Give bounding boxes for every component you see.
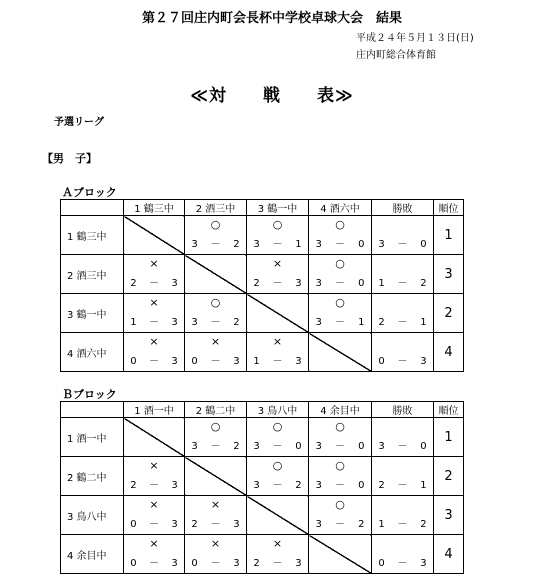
record-cell	[372, 255, 434, 294]
block-a-title: Ａブロック	[62, 186, 117, 199]
gender-label: 【男 子】	[42, 152, 97, 165]
result-mark: ×	[272, 257, 283, 270]
match-cell	[247, 457, 309, 496]
record-cell	[372, 418, 434, 457]
match-cell	[185, 294, 247, 333]
column-header: 3 鳥八中	[247, 402, 309, 418]
score-left: 3	[253, 441, 260, 452]
score-right: 0	[358, 480, 365, 491]
self-match-cell	[247, 496, 309, 535]
match-cell	[185, 216, 247, 255]
team-name: 1 酒一中	[61, 418, 124, 457]
score-dash: －	[210, 441, 221, 452]
team-name: 3 鳥八中	[61, 496, 124, 535]
result-mark: ○	[272, 420, 283, 433]
match-score	[247, 239, 308, 251]
match-cell	[124, 294, 185, 333]
match-score	[372, 356, 433, 368]
score-left: 0	[378, 558, 385, 569]
score-right: 2	[420, 519, 427, 530]
match-score	[309, 239, 371, 251]
column-header: 3 鶴一中	[247, 200, 309, 216]
result-mark: ×	[272, 537, 283, 550]
match-score	[185, 519, 246, 531]
score-left: 3	[253, 239, 260, 250]
match-score	[185, 441, 246, 453]
match-score	[309, 441, 371, 453]
score-left: 3	[315, 317, 322, 328]
result-mark: ○	[335, 218, 345, 231]
score-dash: －	[334, 239, 345, 250]
self-match-cell	[124, 216, 185, 255]
corner-cell	[61, 200, 124, 216]
header-row	[61, 200, 464, 216]
match-score	[309, 480, 371, 492]
column-header: 勝敗	[372, 200, 434, 216]
record-cell	[372, 457, 434, 496]
result-mark: ×	[149, 537, 159, 550]
score-left: 3	[315, 480, 322, 491]
self-match-cell	[185, 457, 247, 496]
score-dash: －	[272, 239, 283, 250]
match-cell	[185, 496, 247, 535]
table-row	[61, 333, 464, 372]
result-mark: ×	[149, 459, 159, 472]
match-score	[185, 558, 246, 570]
table-row	[61, 535, 464, 574]
score-dash: －	[397, 317, 408, 328]
score-left: 0	[130, 519, 137, 530]
match-cell	[309, 294, 372, 333]
score-left: 3	[315, 441, 322, 452]
match-score	[372, 278, 433, 290]
match-score	[124, 356, 184, 368]
score-right: 0	[358, 239, 365, 250]
match-score	[124, 278, 184, 290]
score-dash: －	[334, 278, 345, 289]
score-left: 1	[130, 317, 137, 328]
score-right: 3	[420, 356, 427, 367]
team-name: 2 鶴二中	[61, 457, 124, 496]
result-mark: ×	[210, 537, 221, 550]
result-mark: ○	[210, 296, 221, 309]
score-right: 3	[171, 480, 178, 491]
match-cell	[247, 255, 309, 294]
match-score	[185, 317, 246, 329]
score-left: 2	[130, 480, 137, 491]
result-mark: ×	[149, 296, 159, 309]
column-header: 4 酒六中	[309, 200, 372, 216]
score-left: 0	[191, 558, 198, 569]
score-left: 2	[253, 278, 260, 289]
score-right: 3	[171, 558, 178, 569]
match-score	[372, 519, 433, 531]
score-dash: －	[397, 558, 408, 569]
rank-cell: 3	[434, 255, 464, 294]
column-header: 1 酒一中	[124, 402, 185, 418]
score-dash: －	[148, 278, 159, 289]
match-score	[372, 441, 433, 453]
score-dash: －	[397, 356, 408, 367]
match-score	[185, 356, 246, 368]
score-dash: －	[397, 519, 408, 530]
match-score	[372, 558, 433, 570]
rank-cell: 1	[434, 418, 464, 457]
result-mark: ×	[149, 335, 159, 348]
result-mark: ○	[335, 296, 345, 309]
rank-cell: 4	[434, 535, 464, 574]
table-row	[61, 255, 464, 294]
score-dash: －	[334, 480, 345, 491]
score-dash: －	[148, 519, 159, 530]
match-score	[124, 317, 184, 329]
score-dash: －	[210, 519, 221, 530]
score-right: 2	[233, 441, 240, 452]
score-right: 1	[358, 317, 365, 328]
score-dash: －	[148, 480, 159, 491]
score-dash: －	[210, 317, 221, 328]
match-cell	[124, 255, 185, 294]
column-header: 4 余目中	[309, 402, 372, 418]
score-left: 2	[378, 480, 385, 491]
block-b-title: Ｂブロック	[62, 388, 117, 401]
match-table-heading: ≪対 戦 表≫	[190, 86, 354, 106]
score-right: 3	[295, 356, 302, 367]
column-header: 2 酒三中	[185, 200, 247, 216]
score-dash: －	[334, 519, 345, 530]
table-row	[61, 294, 464, 333]
score-dash: －	[397, 239, 408, 250]
score-left: 1	[378, 519, 385, 530]
self-match-cell	[185, 255, 247, 294]
match-cell	[185, 535, 247, 574]
match-cell	[247, 535, 309, 574]
record-cell	[372, 216, 434, 255]
header-row	[61, 402, 464, 418]
score-dash: －	[272, 441, 283, 452]
match-cell	[124, 457, 185, 496]
table-row	[61, 418, 464, 457]
score-left: 3	[191, 239, 198, 250]
match-cell	[124, 333, 185, 372]
match-cell	[124, 496, 185, 535]
score-right: 2	[233, 239, 240, 250]
column-header: 1 鶴三中	[124, 200, 185, 216]
score-dash: －	[148, 317, 159, 328]
column-header: 順位	[434, 402, 464, 418]
match-score	[124, 480, 184, 492]
record-cell	[372, 294, 434, 333]
match-score	[247, 558, 308, 570]
self-match-cell	[124, 418, 185, 457]
score-right: 1	[420, 317, 427, 328]
score-dash: －	[334, 441, 345, 452]
score-left: 0	[130, 558, 137, 569]
score-left: 1	[378, 278, 385, 289]
score-right: 0	[295, 441, 302, 452]
team-name: 4 酒六中	[61, 333, 124, 372]
result-mark: ○	[335, 420, 345, 433]
score-right: 3	[233, 356, 240, 367]
match-score	[185, 239, 246, 251]
result-mark: ○	[335, 459, 345, 472]
score-dash: －	[210, 558, 221, 569]
self-match-cell	[309, 535, 372, 574]
score-dash: －	[397, 480, 408, 491]
match-cell	[309, 457, 372, 496]
score-right: 0	[358, 278, 365, 289]
result-mark: ○	[335, 257, 345, 270]
rank-cell: 4	[434, 333, 464, 372]
score-left: 3	[378, 239, 385, 250]
self-match-cell	[309, 333, 372, 372]
score-left: 2	[253, 558, 260, 569]
score-right: 3	[295, 278, 302, 289]
score-dash: －	[272, 356, 283, 367]
team-name: 4 余目中	[61, 535, 124, 574]
score-left: 3	[253, 480, 260, 491]
rank-cell: 2	[434, 294, 464, 333]
score-dash: －	[272, 558, 283, 569]
score-right: 0	[420, 441, 427, 452]
result-mark: ×	[149, 257, 159, 270]
score-right: 3	[420, 558, 427, 569]
score-right: 1	[295, 239, 302, 250]
self-match-cell	[247, 294, 309, 333]
match-score	[309, 317, 371, 329]
match-cell	[309, 255, 372, 294]
match-score	[372, 239, 433, 251]
league-label: 予選リーグ	[54, 117, 104, 128]
score-right: 2	[358, 519, 365, 530]
score-dash: －	[148, 558, 159, 569]
score-right: 3	[233, 558, 240, 569]
score-right: 3	[295, 558, 302, 569]
match-score	[309, 519, 371, 531]
rank-cell: 3	[434, 496, 464, 535]
score-left: 2	[130, 278, 137, 289]
score-left: 3	[191, 317, 198, 328]
score-right: 3	[171, 356, 178, 367]
score-left: 3	[191, 441, 198, 452]
block-b-table	[60, 401, 464, 574]
score-right: 3	[171, 519, 178, 530]
score-right: 1	[420, 480, 427, 491]
score-left: 0	[191, 356, 198, 367]
match-cell	[247, 216, 309, 255]
match-cell	[247, 418, 309, 457]
result-mark: ○	[272, 218, 283, 231]
match-cell	[185, 333, 247, 372]
result-mark: ○	[210, 420, 221, 433]
match-score	[247, 441, 308, 453]
score-left: 3	[315, 278, 322, 289]
record-cell	[372, 333, 434, 372]
match-cell	[247, 333, 309, 372]
column-header: 2 鶴二中	[185, 402, 247, 418]
match-score	[247, 278, 308, 290]
column-header: 勝敗	[372, 402, 434, 418]
rank-cell: 1	[434, 216, 464, 255]
table-row	[61, 216, 464, 255]
match-score	[247, 480, 308, 492]
match-cell	[185, 418, 247, 457]
score-dash: －	[210, 356, 221, 367]
score-right: 3	[233, 519, 240, 530]
score-dash: －	[397, 278, 408, 289]
score-left: 3	[378, 441, 385, 452]
match-cell	[309, 496, 372, 535]
match-score	[247, 356, 308, 368]
result-mark: ×	[272, 335, 283, 348]
score-left: 2	[191, 519, 198, 530]
match-score	[124, 519, 184, 531]
match-score	[124, 558, 184, 570]
corner-cell	[61, 402, 124, 418]
team-name: 2 酒三中	[61, 255, 124, 294]
score-right: 3	[171, 278, 178, 289]
score-dash: －	[272, 480, 283, 491]
match-cell	[309, 216, 372, 255]
document-title: 第２７回庄内町会長杯中学校卓球大会 結果	[141, 11, 402, 26]
result-mark: ×	[210, 335, 221, 348]
event-date: 平成２４年５月１３日(日)	[356, 33, 474, 44]
score-left: 3	[315, 239, 322, 250]
score-right: 0	[358, 441, 365, 452]
score-right: 2	[420, 278, 427, 289]
result-mark: ○	[335, 498, 345, 511]
match-score	[309, 278, 371, 290]
score-dash: －	[334, 317, 345, 328]
record-cell	[372, 535, 434, 574]
column-header: 順位	[434, 200, 464, 216]
score-right: 3	[171, 317, 178, 328]
team-name: 1 鶴三中	[61, 216, 124, 255]
result-mark: ×	[210, 498, 221, 511]
record-cell	[372, 496, 434, 535]
team-name: 3 鶴一中	[61, 294, 124, 333]
match-cell	[124, 535, 185, 574]
match-score	[372, 317, 433, 329]
table-row	[61, 457, 464, 496]
result-mark: ○	[272, 459, 283, 472]
score-dash: －	[272, 278, 283, 289]
table-row	[61, 496, 464, 535]
score-dash: －	[397, 441, 408, 452]
score-left: 3	[315, 519, 322, 530]
score-left: 1	[253, 356, 260, 367]
score-right: 2	[295, 480, 302, 491]
score-left: 2	[378, 317, 385, 328]
rank-cell: 2	[434, 457, 464, 496]
score-dash: －	[148, 356, 159, 367]
match-score	[372, 480, 433, 492]
score-left: 0	[378, 356, 385, 367]
block-a-table	[60, 199, 464, 372]
score-left: 0	[130, 356, 137, 367]
event-venue: 庄内町総合体育館	[356, 50, 436, 61]
result-mark: ○	[210, 218, 221, 231]
score-right: 2	[233, 317, 240, 328]
match-cell	[309, 418, 372, 457]
result-mark: ×	[149, 498, 159, 511]
score-dash: －	[210, 239, 221, 250]
score-right: 0	[420, 239, 427, 250]
